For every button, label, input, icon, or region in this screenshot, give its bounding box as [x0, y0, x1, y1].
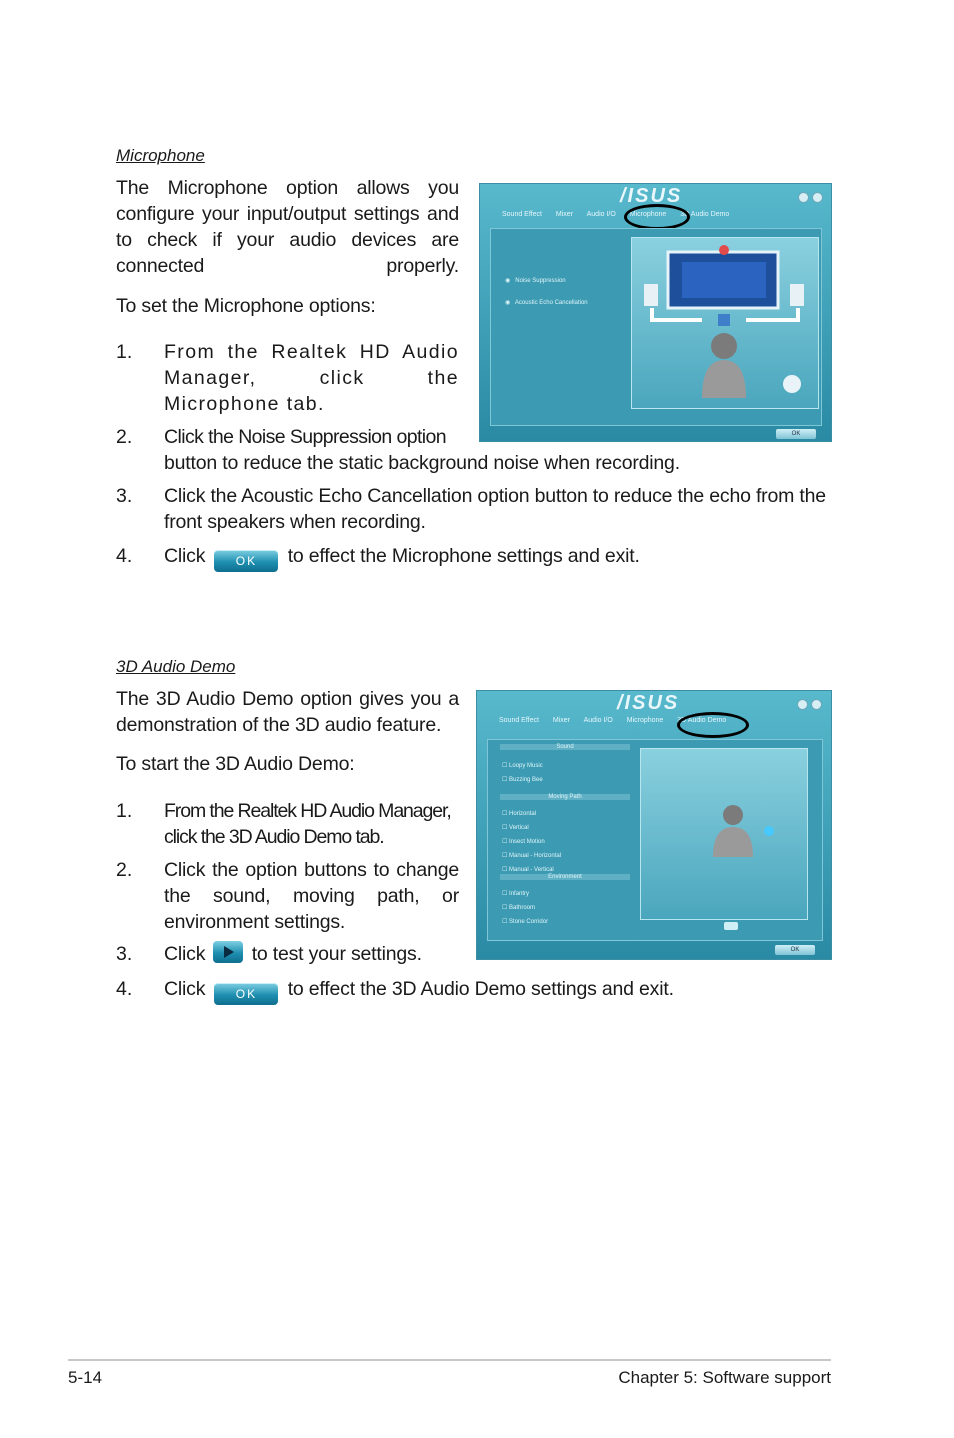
path-header: Moving Path [500, 794, 630, 800]
screenshot-ok-button: OK [776, 429, 816, 439]
demo-step-3-post: to test your settings. [251, 943, 422, 965]
demo-panel [487, 739, 823, 941]
close-icon[interactable] [812, 192, 823, 203]
close-icon-demo[interactable] [811, 699, 822, 710]
demo-step-1-text: From the Realtek HD Audio Manager, click the 3D Audio Demo tab. [164, 800, 451, 848]
tab-3d-audio-demo[interactable]: 3D Audio Demo [680, 211, 730, 218]
demo-step-3-text [164, 941, 422, 967]
demo-step-1-num: 1. [116, 800, 133, 822]
microphone-set-options: To set the Microphone options: [116, 295, 376, 317]
mic-step-3-text: Click the Acoustic Echo Cancellation option button to reduce the echo from the front speakers when recording. [164, 485, 826, 533]
tab-mixer[interactable]: Mixer [555, 211, 574, 218]
mic-step-3-num: 3. [116, 485, 133, 507]
play-button[interactable] [213, 941, 243, 963]
demo-visual [640, 748, 808, 920]
tab-sound-effect[interactable]: Sound Effect [502, 211, 542, 218]
demo-screenshot [476, 690, 832, 960]
sound-item-1[interactable]: ☐ Loopy Music [502, 763, 543, 769]
page-number: 5-14 [68, 1368, 103, 1387]
tab-microphone-demo[interactable]: Microphone [626, 717, 664, 724]
microphone-intro: The Microphone option allows you configure your input/output settings and to check if your audio devices are connected properly. [116, 177, 459, 277]
demo-step-4-text [164, 976, 674, 1005]
app-tabs [502, 211, 741, 218]
tab-mixer-demo[interactable]: Mixer [552, 717, 571, 724]
mic-step-2-num: 2. [116, 426, 133, 448]
tab-microphone[interactable]: Microphone [629, 211, 667, 218]
demo-start: To start the 3D Audio Demo: [116, 753, 355, 775]
demo-intro: The 3D Audio Demo option gives you a demonstration of the 3D audio feature. [116, 688, 459, 736]
mic-step-2-text-b: button to reduce the static background noise when recording. [164, 452, 680, 474]
demo-step-4-num: 4. [116, 978, 133, 1000]
sound-header: Sound [500, 744, 630, 750]
tab-sound-effect-demo[interactable]: Sound Effect [499, 717, 539, 724]
path-item-1[interactable]: ☐ Horizontal [502, 811, 537, 817]
tab-3d-audio-demo-active[interactable]: 3D Audio Demo [677, 717, 727, 724]
ok-button[interactable]: OK [214, 550, 278, 572]
echo-cancellation-option[interactable]: ◉ Acoustic Echo Cancellation [505, 300, 588, 306]
demo-step-4-post: to effect the 3D Audio Demo settings and exit. [287, 978, 674, 1000]
mic-step-4-post: to effect the Microphone settings and exit. [287, 545, 640, 567]
mic-diagram-icon [632, 238, 818, 408]
mic-step-1-text: From the Realtek HD Audio Manager, click the Microphone tab. [164, 341, 459, 415]
demo-listener-icon [641, 749, 807, 919]
sound-item-2[interactable]: ☐ Buzzing Bee [502, 777, 543, 783]
tab-audio-io-demo[interactable]: Audio I/O [583, 717, 613, 724]
env-item-1[interactable]: ☐ Infantry [502, 891, 530, 897]
minimize-icon[interactable] [798, 192, 809, 203]
demo-heading: 3D Audio Demo [116, 657, 236, 676]
footer-rule [68, 1359, 831, 1361]
path-item-5[interactable]: ☐ Manual - Vertical [502, 867, 554, 873]
path-item-4[interactable]: ☐ Manual - Horizontal [502, 853, 562, 859]
tab-audio-io[interactable]: Audio I/O [586, 211, 616, 218]
path-item-2[interactable]: ☐ Vertical [502, 825, 529, 831]
path-item-3[interactable]: ☐ Insect Motion [502, 839, 545, 845]
env-item-3[interactable]: ☐ Stone Corridor [502, 919, 549, 925]
mic-step-1-num: 1. [116, 341, 133, 363]
mic-step-4-num: 4. [116, 545, 133, 567]
microphone-screenshot [479, 183, 832, 442]
ok-button-demo[interactable]: OK [214, 983, 278, 1005]
demo-step-2-text: Click the option buttons to change the sound, moving path, or environment settings. [164, 859, 459, 933]
mic-visual [631, 237, 819, 409]
asus-logo: /ISUS [620, 185, 683, 207]
app-panel [490, 228, 822, 426]
highlight-oval [624, 204, 690, 230]
asus-logo-demo: /ISUS [617, 692, 680, 714]
demo-step-2-num: 2. [116, 859, 133, 881]
highlight-oval-demo [677, 712, 749, 738]
demo-step-3-pre: Click [164, 943, 206, 965]
microphone-heading: Microphone [116, 146, 205, 165]
env-header: Environment [500, 874, 630, 880]
mic-step-4-text [164, 543, 640, 572]
demo-step-4-pre: Click [164, 978, 206, 1000]
noise-suppression-option[interactable]: ◉ Noise Suppression [505, 278, 566, 284]
mic-step-2-text-a: Click the Noise Suppression option [164, 426, 447, 448]
screenshot-ok-button-demo: OK [775, 945, 815, 955]
env-item-2[interactable]: ☐ Bathroom [502, 905, 536, 911]
demo-play-icon[interactable] [724, 922, 738, 930]
mic-step-4-pre: Click [164, 545, 206, 567]
demo-step-3-num: 3. [116, 943, 133, 965]
chapter-title: Chapter 5: Software support [618, 1368, 831, 1387]
minimize-icon-demo[interactable] [797, 699, 808, 710]
